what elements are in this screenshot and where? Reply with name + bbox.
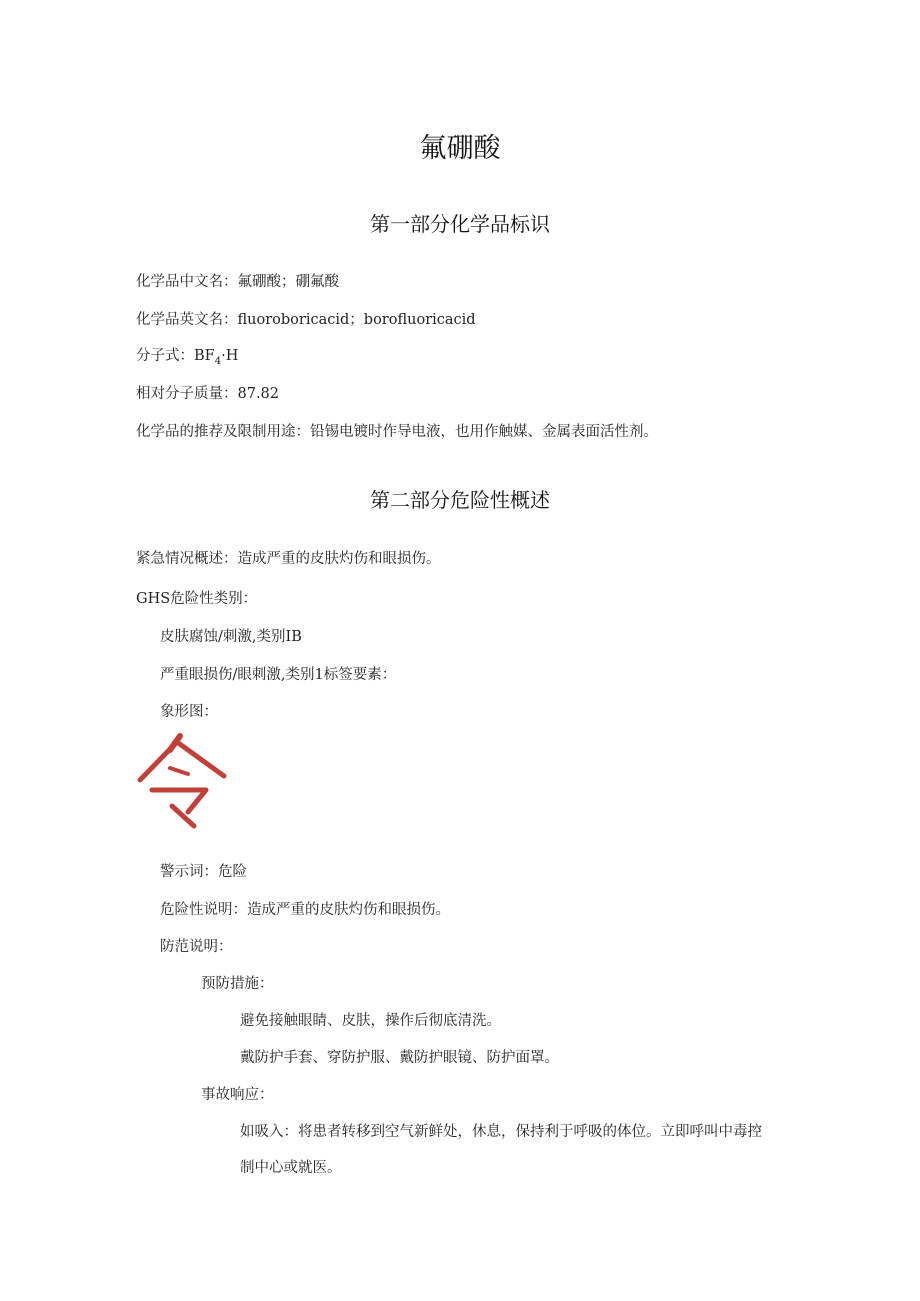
english-name-row — [136, 312, 476, 329]
hazard-statement-label: 危险性说明： — [160, 902, 247, 918]
hazard-statement-row — [160, 902, 450, 919]
chinese-name-value: 氟硼酸；硼氟酸 — [237, 274, 339, 290]
ghs-category-label: GHS危险性类别： — [136, 591, 258, 607]
section-2-heading: 第二部分危险性概述 — [370, 488, 550, 512]
formula-tail: ·H — [221, 348, 239, 364]
chinese-name-label: 化学品中文名： — [136, 274, 238, 290]
formula-label: 分子式： — [136, 348, 194, 364]
formula-main: BF — [194, 348, 215, 364]
prevention-label: 预防措施： — [201, 976, 274, 992]
molecular-mass-label: 相对分子质量： — [136, 386, 238, 402]
chinese-name-row — [136, 274, 339, 291]
signal-word-value: 危险 — [218, 864, 247, 880]
recommended-use-row — [136, 424, 658, 441]
ghs-category-item: 皮肤腐蚀/刺激,类别IB — [160, 629, 302, 645]
prevention-item: 避免接触眼睛、皮肤，操作后彻底清洗。 — [240, 1013, 501, 1029]
english-name-value: fluoroboricacid；borofluoricacid — [237, 312, 476, 328]
response-label: 事故响应： — [201, 1087, 274, 1103]
emergency-overview-row — [136, 551, 441, 568]
recommended-use-value: 铅锡电镀时作导电液，也用作触媒、金属表面活性剂。 — [310, 424, 658, 440]
formula-subscript: 4 — [214, 355, 222, 367]
response-item: 如吸入：将患者转移到空气新鲜处，休息，保持利于呼吸的体位。立即呼叫中毒控制中心或就医。 — [240, 1124, 762, 1176]
ghs-category-item: 严重眼损伤/眼刺激,类别1标签要素： — [160, 667, 397, 683]
ghs-corrosion-pictogram-icon — [132, 730, 232, 834]
molecular-mass-row — [136, 386, 279, 403]
signal-word-label: 警示词： — [160, 864, 218, 880]
document-title: 氟硼酸 — [419, 133, 501, 164]
signal-word-row — [160, 864, 247, 881]
precaution-label: 防范说明： — [160, 939, 233, 955]
english-name-label: 化学品英文名： — [136, 312, 238, 328]
hazard-statement-value: 造成严重的皮肤灼伤和眼损伤。 — [247, 902, 450, 918]
recommended-use-label: 化学品的推荐及限制用途： — [136, 424, 310, 440]
emergency-overview-label: 紧急情况概述： — [136, 551, 238, 567]
emergency-overview-value: 造成严重的皮肤灼伤和眼损伤。 — [237, 551, 441, 567]
molecular-mass-value: 87.82 — [237, 386, 280, 402]
pictogram-label: 象形图： — [160, 704, 218, 720]
formula-row — [136, 348, 238, 368]
section-1-heading: 第一部分化学品标识 — [370, 212, 550, 236]
prevention-item: 戴防护手套、穿防护服、戴防护眼镜、防护面罩。 — [240, 1050, 559, 1066]
